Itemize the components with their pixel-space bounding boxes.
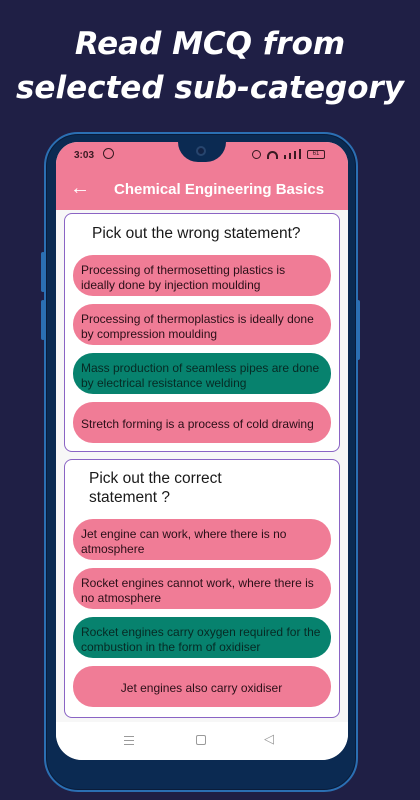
answer-option[interactable]: Processing of thermoplastics is ideally done by compression moulding: [73, 304, 331, 345]
page-title: Chemical Engineering Basics: [114, 181, 325, 198]
app-bar: [56, 170, 348, 210]
whatsapp-icon: [103, 148, 114, 159]
menu-icon[interactable]: [124, 736, 134, 745]
answer-option-correct[interactable]: Mass production of seamless pipes are done by electrical resistance welding: [73, 353, 331, 394]
battery-icon: 61: [307, 150, 325, 159]
status-icons: [252, 149, 325, 159]
promo-line-1: Read MCQ from: [74, 26, 346, 62]
answer-option-correct[interactable]: Rocket engines carry oxygen required for the combustion in the form of oxidiser: [73, 617, 331, 658]
answer-option[interactable]: Jet engines also carry oxidiser: [73, 666, 331, 707]
back-icon[interactable]: ◁: [264, 731, 274, 746]
promo-title: [0, 22, 420, 110]
answer-option[interactable]: Processing of thermosetting plastics is ideally done by injection moulding: [73, 255, 331, 296]
answer-option[interactable]: Rocket engines cannot work, where there is no atmosphere: [73, 568, 331, 609]
signal-icon: [284, 155, 286, 159]
phone-screen: [56, 142, 348, 760]
question-card: [64, 213, 340, 452]
status-time: 3:03: [74, 150, 95, 161]
answer-option[interactable]: Stretch forming is a process of cold drawing: [73, 402, 331, 443]
mcq-list[interactable]: [56, 210, 348, 722]
system-nav-bar: [56, 722, 348, 760]
home-icon[interactable]: [196, 735, 206, 745]
camera-icon: [196, 146, 206, 156]
wifi-icon: [267, 151, 278, 159]
question-text: Pick out the wrong statement?: [92, 225, 301, 242]
question-card: [64, 459, 340, 718]
promo-line-2: selected sub-category: [15, 70, 405, 106]
answer-option[interactable]: Jet engine can work, where there is no atmosphere: [73, 519, 331, 560]
arrow-back-icon[interactable]: ←: [70, 177, 90, 199]
alarm-icon: [252, 150, 261, 159]
question-text: Pick out the correct statement ?: [89, 470, 222, 506]
